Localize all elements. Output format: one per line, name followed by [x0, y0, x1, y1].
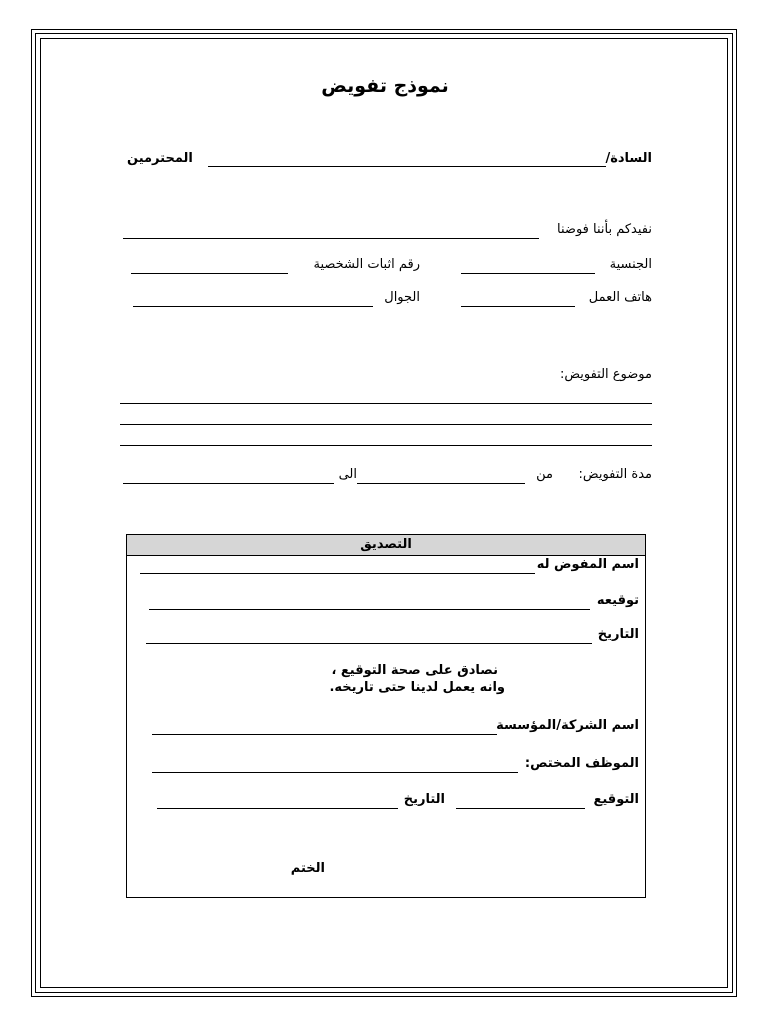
stamp-label: الختم	[290, 861, 325, 876]
work-phone-field-line[interactable]	[461, 306, 575, 307]
salutation-field-line[interactable]	[208, 166, 606, 167]
mobile-label: الجوال	[384, 290, 420, 305]
duration-label: مدة التفويض:	[578, 467, 652, 482]
signature-label: توقيعه	[596, 593, 639, 608]
sign-label: التوقيع	[593, 792, 639, 807]
delegate-name-field-line[interactable]	[123, 238, 539, 239]
sign-field-line[interactable]	[456, 808, 585, 809]
date2-label: التاريخ	[403, 792, 445, 807]
company-name-label: اسم الشركة/المؤسسة	[496, 718, 639, 733]
page-title: نموذج تفويض	[321, 75, 449, 97]
respected-label: المحترمين	[127, 151, 193, 166]
duration-to-field-line[interactable]	[123, 483, 334, 484]
officer-label: الموظف المختص:	[524, 756, 639, 771]
work-phone-label: هاتف العمل	[588, 290, 652, 305]
certification-header: التصديق	[127, 535, 645, 556]
nationality-field-line[interactable]	[461, 273, 595, 274]
id-number-field-line[interactable]	[131, 273, 288, 274]
intro-label: نفيدكم بأننا فوضنا	[557, 222, 652, 237]
cert-signature-field-line[interactable]	[149, 609, 590, 610]
id-number-label: رقم اثبات الشخصية	[313, 257, 420, 272]
from-label: من	[536, 467, 553, 482]
statement-line-1: نصادق على صحة التوقيع ،	[331, 663, 498, 678]
delegate-name-label: اسم المفوض له	[536, 557, 639, 572]
subject-line-1[interactable]	[120, 403, 652, 404]
date2-field-line[interactable]	[157, 808, 398, 809]
subject-label: موضوع التفويض:	[559, 367, 652, 382]
nationality-label: الجنسية	[609, 257, 652, 272]
company-name-field-line[interactable]	[152, 734, 497, 735]
certification-box	[126, 534, 646, 898]
duration-from-field-line[interactable]	[357, 483, 525, 484]
cert-date-field-line[interactable]	[146, 643, 592, 644]
cert-delegate-name-field-line[interactable]	[140, 573, 535, 574]
mobile-field-line[interactable]	[133, 306, 373, 307]
officer-field-line[interactable]	[152, 772, 518, 773]
subject-line-2[interactable]	[120, 424, 652, 425]
salutation-label: السادة/	[605, 151, 652, 166]
subject-line-3[interactable]	[120, 445, 652, 446]
date-label: التاريخ	[597, 627, 639, 642]
statement-line-2: وانه يعمل لدينا حتى تاريخه.	[329, 680, 505, 695]
to-label: الى	[338, 467, 357, 482]
